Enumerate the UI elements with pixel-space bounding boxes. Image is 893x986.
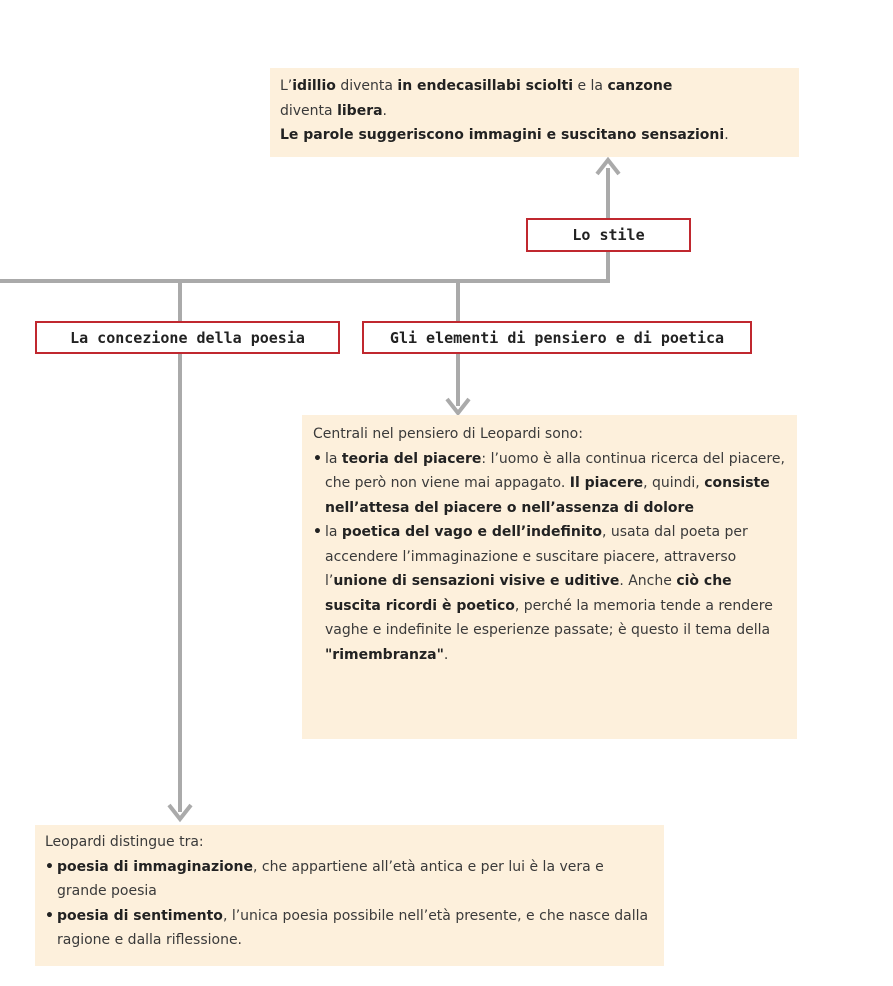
text: : l’uomo è alla continua ricerca del piacere, che però non viene mai appagato. bbox=[325, 450, 785, 491]
list-item bbox=[45, 904, 654, 953]
label-concezione-poesia: La concezione della poesia bbox=[35, 321, 340, 354]
text: . bbox=[724, 127, 729, 143]
text-bold: ciò che suscita ricordi è poetico bbox=[325, 573, 732, 614]
elementi-note-box bbox=[302, 415, 797, 739]
concezione-note-box bbox=[35, 825, 664, 966]
text: , usata dal poeta per accendere l’immaginazione e suscitare piacere, attraverso l’ bbox=[325, 524, 748, 589]
text-bold: consiste nell’attesa del piacere o nell’assenza di dolore bbox=[325, 475, 770, 516]
text: . bbox=[443, 646, 449, 663]
text: , perché la memoria tende a rendere vaghe e indefinite le esperienze passate; è questo il tema della bbox=[325, 597, 773, 638]
text-bold: poetica del vago e dell’indefinito bbox=[341, 524, 602, 540]
stile-note-line-2 bbox=[280, 99, 789, 124]
elementi-intro: Centrali nel pensiero di Leopardi sono: bbox=[313, 426, 583, 442]
list-item bbox=[313, 520, 786, 667]
stile-note-line-1 bbox=[280, 74, 789, 99]
concezione-list bbox=[45, 855, 654, 953]
stile-note-line-3 bbox=[280, 123, 789, 148]
text-bold: poesia di immaginazione bbox=[57, 858, 253, 875]
text: la bbox=[325, 450, 342, 467]
text-bold: Il piacere bbox=[569, 475, 644, 491]
text: . bbox=[382, 102, 387, 119]
concezione-intro: Leopardi distingue tra: bbox=[45, 834, 204, 850]
text-bold: libera bbox=[337, 102, 383, 119]
text: , che appartiene all’età antica e per lui è la vera e grande poesia bbox=[57, 858, 604, 899]
elementi-list bbox=[313, 447, 786, 668]
text: la bbox=[325, 524, 342, 540]
list-item bbox=[313, 447, 786, 521]
text: diventa bbox=[335, 78, 398, 94]
text-bold: poesia di sentimento bbox=[57, 907, 223, 924]
label-elementi-pensiero: Gli elementi di pensiero e di poetica bbox=[362, 321, 752, 354]
text: L’ bbox=[280, 78, 293, 94]
text-bold: Le parole suggeriscono immagini e suscitano sensazioni bbox=[280, 127, 725, 143]
stile-note-box bbox=[270, 68, 799, 157]
text-bold: in endecasillabi sciolti bbox=[397, 78, 573, 94]
text-bold: canzone bbox=[607, 78, 673, 94]
text-bold: "rimembranza" bbox=[325, 646, 444, 663]
text: , quindi, bbox=[643, 475, 705, 491]
text-bold: idillio bbox=[292, 78, 336, 94]
label-lo-stile: Lo stile bbox=[526, 218, 691, 252]
text: . Anche bbox=[619, 573, 677, 589]
text: e la bbox=[573, 78, 608, 94]
list-item bbox=[45, 855, 654, 904]
text: diventa bbox=[280, 102, 338, 119]
text-bold: unione di sensazioni visive e uditive bbox=[333, 573, 620, 589]
text: , l’unica poesia possibile nell’età presente, e che nasce dalla ragione e dalla riflessione. bbox=[57, 907, 649, 948]
text-bold: teoria del piacere bbox=[341, 450, 482, 467]
